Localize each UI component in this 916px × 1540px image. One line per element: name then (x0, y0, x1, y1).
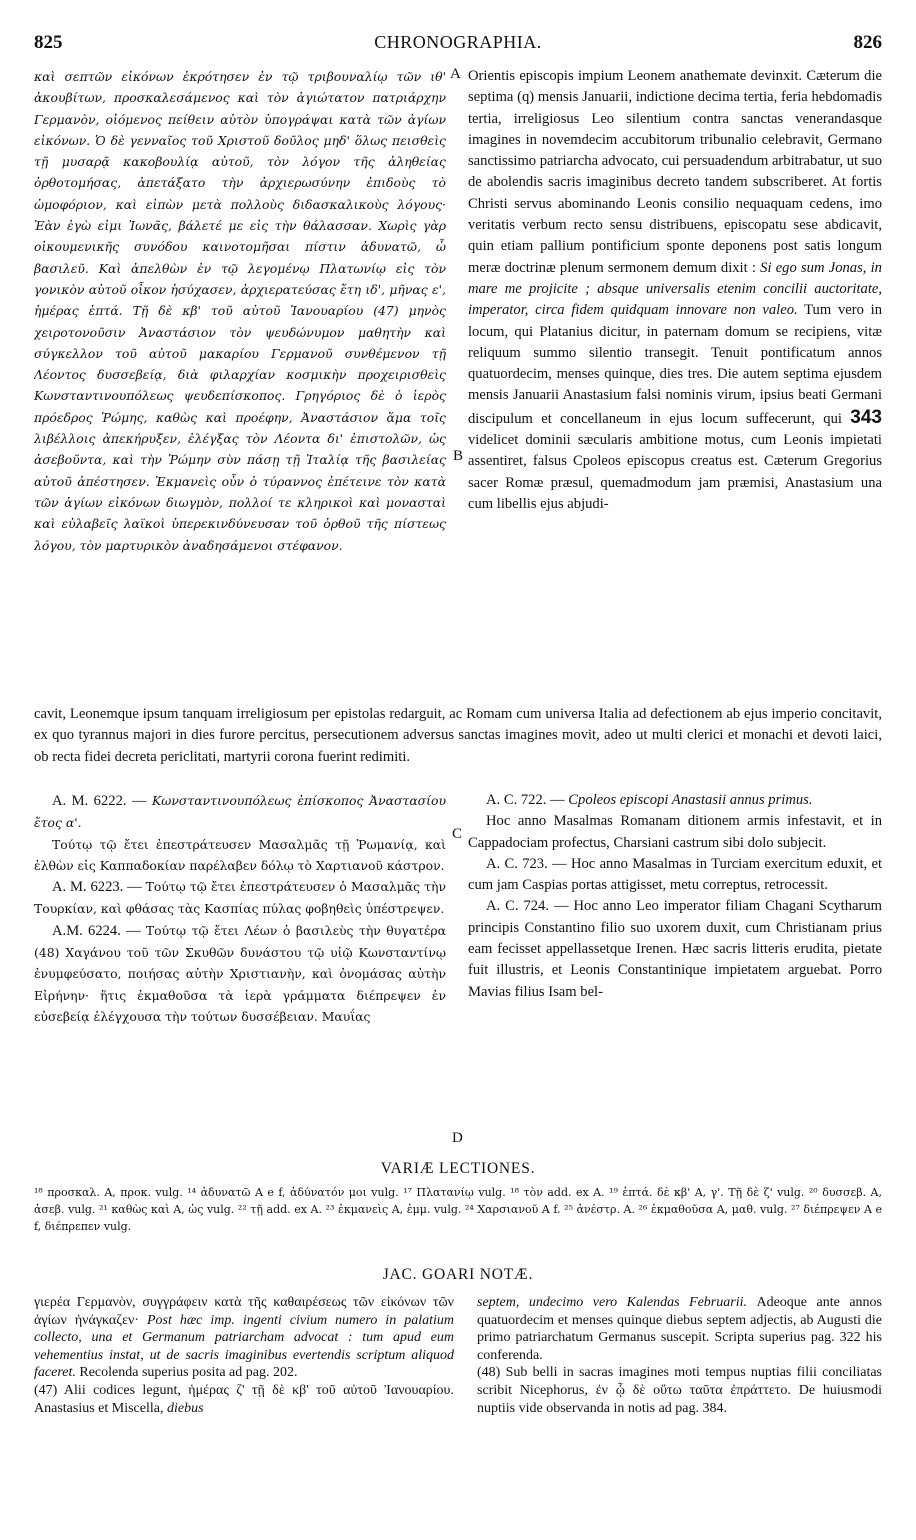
note-text: Adeoque ante annos quatuordecim et menses quinque diebus septem adjectis, ab Augusti die primo patriarchatum Germanus suscepit. Scripta superius pag. 322 his conferenda. (477, 1295, 882, 1363)
latin-entry-text: Hoc anno Leo imperator filiam Chagani Scytharum principis Constantino filio suo uxorem duxit, cum Christianam prius eam fecisset appellassetque Irenen. Hæc sacris litteris erudita, pietate fuit illustris, et Leonis Constantinique impietatem arguebat. Porro Mavias filius Isam bel- (468, 898, 882, 1000)
note-paragraph (477, 1294, 882, 1364)
page-header (34, 32, 882, 56)
note-paragraph (477, 1364, 882, 1417)
latin-entry-text: Hoc anno Masalmas Romanam ditionem armis infestavit, et in Cappadociam profectus, Charsiani castrum sibi dolo subjecit. (468, 813, 882, 851)
greek-entry-text: Τούτῳ τῷ ἔτει ἐπεστράτευσεν ὁ Μασαλμᾶς τὴν Τουρκίαν, καὶ φθάσας τὰς Κασπίας πύλας φοβηθεὶς ὑπέστρεψεν. (34, 879, 446, 917)
note-text: γιερέα Γερμανὸν, συγγράφειν κατὰ τῆς καθαιρέσεως τῶν εἰκόνων τῶν ἁγίων ἠνάγκαζεν· (34, 1295, 454, 1328)
latin-paragraph-upper (468, 66, 882, 515)
margin-letter-b: B (453, 448, 464, 464)
note-text: (48) Sub belli in sacras imagines moti tempus nuptias filii conciliatas scribit Nicephorus, ἐν ᾧ δὲ οὕτω ταῦτα ἐπράττετο. De huiusmodi nuptiis vide observanda in notis ad pag. 384. (477, 1365, 882, 1416)
greek-column-upper (34, 66, 446, 704)
margin-letter-c: C (452, 826, 463, 842)
margin-letter-d: D (452, 1130, 463, 1146)
entry-year-lead: A. C. 724. — (486, 898, 574, 915)
notes-left-column (34, 1294, 454, 1417)
latin-full-width-continuation (34, 704, 882, 768)
note-text: (47) Alii codices legunt, ἡμέρας ζ' τῇ δὲ κβ' τοῦ αὐτοῦ Ἰανουαρίου. Anastasius et Miscella, (34, 1382, 454, 1416)
variae-text: ¹⁸ προσκαλ. A, προκ. vulg. ¹⁴ ἀδυνατῶ A e f, ἀδύνατόν μοι vulg. ¹⁷ Πλατανίῳ vulg. ¹⁸ τὸν add. ex A. ¹⁹ ἑπτά. δὲ κβ' A, γ'. Τῇ δὲ ζ' vulg. ²⁰ δυσσεβ. A, ἀσεβ. vulg. ²¹ καθὼς καὶ A, ὡς vulg. ²² τῇ add. ex A. ²³ ἐκμανεὶς A, ἐμμ. vulg. ²⁴ Χαρσιανοῦ A f. ²⁵ ἀνέστρ. A. ²⁶ ἐκμαθοῦσα A, μαθ. vulg. ²⁷ διέπρεψεν A e f, διέπρεπεν vulg. (34, 1186, 882, 1233)
latin-entry-text: Cpoleos episcopi Anastasii annus primus. (568, 792, 813, 808)
notes-title: JAC. GOARI NOTÆ. (382, 1266, 534, 1283)
entry-year-lead: A. C. 722. — (486, 792, 569, 808)
greek-column-lower (34, 790, 446, 1170)
page-number-left: 825 (34, 32, 63, 53)
page-number-right: 826 (853, 32, 882, 53)
latin-text-1: Orientis episcopis impium Leonem anathemate devinxit. Cæterum die septima (q) mensis Januarii, indictione decima tertia, feria hebdomadis tertia, irreligiosus Leo silentium contra sanctas venerandasque imagines in novemdecim accubitorum tribunalio celebravit, Germano sanctissimo patriarcha advocato, cui persuadendum arbitrabatur, ut suo de abolendis sacris imaginibus decreto tandem subscriberet. At fortis Christi servus abominando Leonis consilio nequaquam cedens, imo veritatis verbum recto sensu distribuens, episcopatu sese abdicavit, quin etiam pallium pontificium sponte deponens post satis longum meræ doctrinæ plenum sermonem demum dixit : (468, 68, 882, 276)
entry-year-lead: A.M. 6224. — (52, 922, 146, 939)
entry-year-lead: A. M. 6222. — (52, 793, 152, 809)
entry-year-lead: A. C. 723. — (486, 855, 571, 872)
variae-lectiones (34, 1184, 882, 1235)
greek-entry (34, 920, 446, 1027)
greek-entry (34, 790, 446, 834)
latin-entry (468, 896, 882, 1002)
running-title: CHRONOGRAPHIA. (374, 32, 542, 52)
latin-column-lower (468, 790, 882, 1170)
note-tail: Recolenda superius posita ad pag. 202. (79, 1365, 298, 1381)
margin-letter-a: A (450, 66, 461, 82)
greek-paragraph-upper: καὶ σεπτῶν εἰκόνων ἐκρότησεν ἐν τῷ τριβουναλίῳ τῶν ιθ' ἀκουβίτων, προσκαλεσάμενος καὶ τὸν ἁγιώτατον πατριάρχην Γερμανὸν, οἰόμενος πείθειν αὐτὸν ὑπογράψαι κατὰ τῶν ἁγίων εἰκόνων. Ὁ δὲ γενναῖος τοῦ Χριστοῦ δοῦλος μηδ' ὅλως πεισθεὶς τῇ μυσαρᾷ κακοβουλίᾳ αὐτοῦ, τὸν λόγον τῆς ἀληθείας ὀρθοτομήσας, ἀπετάξατο τὴν ἀρχιερωσύνην ἐπιδοὺς τὸ ὠμοφόριον, καὶ εἰπὼν μετὰ πολλοὺς διδασκαλικοὺς λόγους· Ἐὰν ἐγὼ εἰμι Ἰωνᾶς, βάλετέ με εἰς τὴν θάλασσαν. Χωρὶς γὰρ οἰκουμενικῆς συνόδου καινοτομῆσαι πίστιν ἀδυνατῶ, ὦ βασιλεῦ. Καὶ ἀπελθὼν ἐν τῷ λεγομένῳ Πλατωνίῳ εἰς τὸν γονικὸν αὐτοῦ οἶκον ἡσύχασεν, ἀρχιερατεύσας ἔτη ιδ', μῆνας ε', ἡμέρας ἑπτά. Τῇ δὲ κβ' τοῦ αὐτοῦ Ἰανουαρίου (47) μηνὸς χειροτονοῦσιν Ἀναστάσιον τὸν ψευδώνυμον μαθητὴν καὶ σύγκελλον τοῦ αὐτοῦ μακαρίου Γερμανοῦ συνθέμενον τῇ Λέοντος δυσσεβείᾳ, διὰ φιλαρχίαν κοσμικὴν προχειρισθεὶς Κωνσταντινουπόλεως ψευδεπίσκοπος. Γρηγόριος δὲ ὁ ἱερὸς πρόεδρος Ῥώμης, καθὼς καὶ προέφην, Ἀναστάσιον ἅμα τοῖς λιβέλλοις ἀπεκήρυξεν, ἐλέγξας τὸν Λέοντα δι' ἐπιστολῶν, ὡς ἀσεβοῦντα, καὶ τὴν Ῥώμην σὺν πάσῃ τῇ Ἰταλίᾳ τῆς βασιλείας αὐτοῦ ἀπέστησεν. Ἐκμανεὶς οὖν ὁ τύραννος ἐπέτεινε τὸν κατὰ τῶν ἁγίων εἰκόνων διωγμὸν, πολλοί τε κληρικοὶ καὶ μονασταὶ καὶ εὐλαβεῖς λαϊκοὶ ὑπερεκινδύνευσαν τοῦ ὀρθοῦ τῆς πίστεως λόγου, τὸν μαρτυρικὸν ἀναδησάμενοι στέφανον. (34, 69, 446, 553)
entry-year-lead: A. M. 6223. — (52, 879, 146, 896)
latin-text-3: videlicet dominii sæcularis ambitione motus, cum Leonis impietati assentiret, falsus Cpoleos episcopus creatus est. Cæterum Gregorius sacer Romæ præsul, quemadmodum jam præmisi, Anastasium una cum libellis ejus abjudi- (468, 432, 882, 512)
latin-entry (468, 790, 882, 811)
latin-entry-text: Hoc anno Masalmas in Turciam exercitum eduxit, et cum jam Caspias portas attigisset, metu correptus, retrocessit. (468, 855, 882, 894)
latin-entry (468, 854, 882, 897)
latin-full-width-text: cavit, Leonemque ipsum tanquam irreligiosum per epistolas redarguit, ac Romam cum universa Italia ad defectionem ab ejus imperio concitavit, ex quo tyrannus majori in dies furore percitus, persecutionem adversus sanctas imagines movit, adeo ut multi clerici et monachi et devoti laici, ob recta fidei decreta periclitati, martyrii corona fuerint redimiti. (34, 706, 882, 765)
variae-lectiones-title: VARIÆ LECTIONES. (380, 1160, 536, 1177)
greek-entry (34, 876, 446, 920)
note-italic: Post hæc imp. ingenti civium numero in palatium collecto, una et Germanum patriarcham advocat : tum apud eum vehementius instat, ut de sacris imaginibus evertendis scriptum aliquod faceret. (34, 1312, 454, 1381)
latin-entry (468, 811, 882, 854)
notes-right-column (477, 1294, 882, 1417)
latin-quote: Si ego sum Jonas, in mare me projicite ; absque universalis etenim concilii auctoritate, imperator, circa fidem quidquam innovare non valeo. (468, 259, 882, 319)
latin-text-2: Tum vero in locum, qui Platanius dicitur, in paternam domum se recipiens, vitæ reliquum summo silentio transegit. Tenuit pontificatum annos quatuordecim, menses quinque, dies tres. Die autem septima ejusdem mensis Januarii Anastasium falsi nominis virum, ipsius beati Germani discipulum et concellaneum in ejus locum suffecerunt, qui (468, 302, 882, 427)
note-paragraph (34, 1294, 454, 1382)
note-paragraph (34, 1382, 454, 1417)
latin-column-upper (468, 66, 882, 704)
greek-entry-text: Τούτῳ τῷ ἔτει ἐπεστράτευσεν Μασαλμᾶς τῇ Ῥωμανίᾳ, καὶ ἐλθὼν εἰς Καππαδοκίαν παρέλαβεν δόλῳ τὸ Χαρτιανοῦ κάστρον. (34, 836, 446, 873)
greek-entry (34, 834, 446, 877)
greek-entry-text: Κωνσταντινουπόλεως ἐπίσκοπος Ἀναστασίου ἔτος α'. (34, 793, 446, 831)
greek-entry-text: Τούτῳ τῷ ἔτει Λέων ὁ βασιλεὺς τὴν θυγατέρα (48) Χαγάνου τοῦ τῶν Σκυθῶν δυνάστου τῷ υἱῷ Κωνσταντίνῳ ἐνυμφεύσατο, ποιήσας αὐτὴν Χριστιανὴν, καὶ ὀνομάσας αὐτὴν Εἰρήνην· ἥτις ἐκμαθοῦσα τὰ ἱερὰ γράμματα διέπρεψεν ἐν εὐσεβείᾳ ἐλέγχουσα τὴν τούτων δυσσέβειαν. Μαυΐας (34, 922, 446, 1024)
edition-page-marker: 343 (850, 406, 882, 428)
note-italic: diebus (166, 1400, 204, 1416)
note-italic: septem, undecimo vero Kalendas Februarii. (477, 1295, 757, 1310)
